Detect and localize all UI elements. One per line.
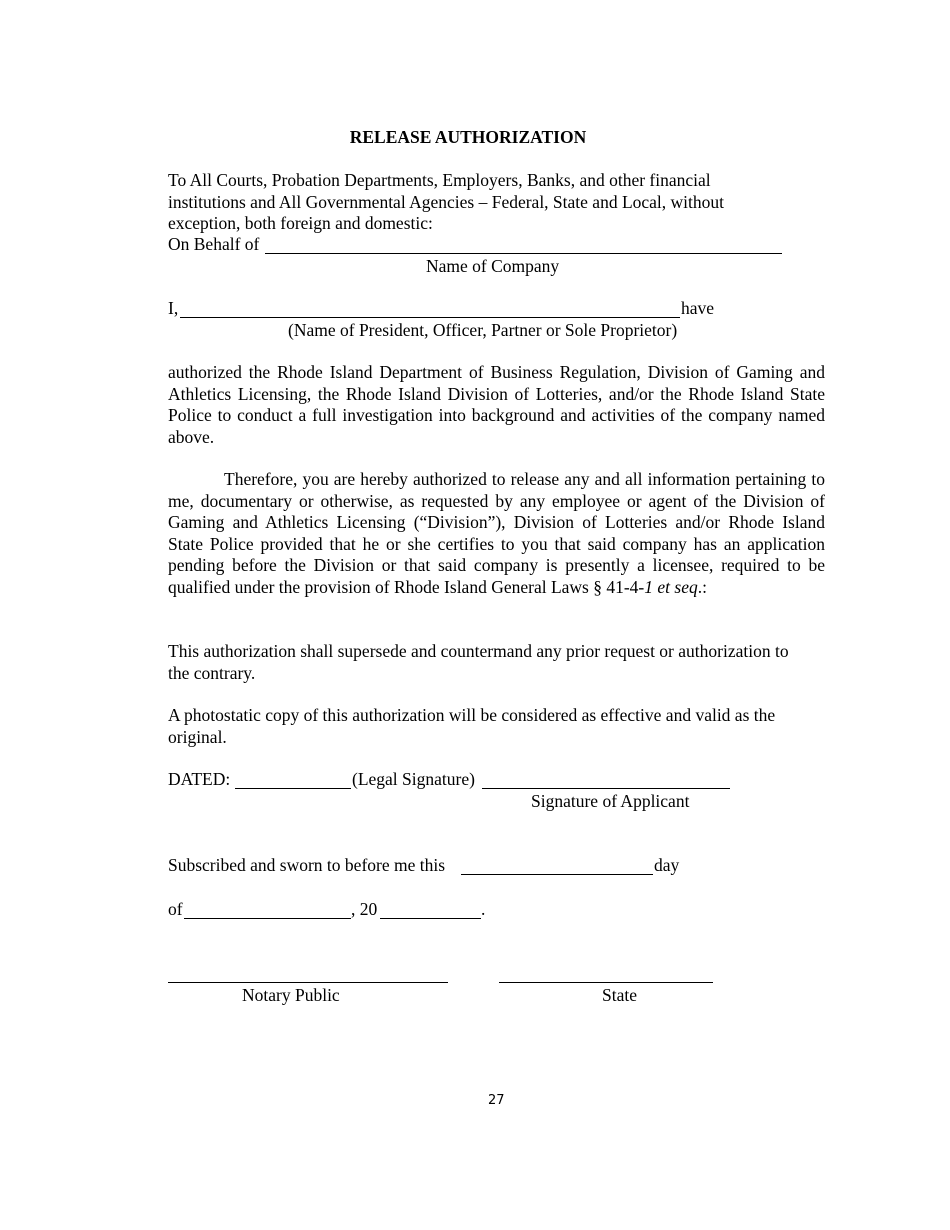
i-label: I, xyxy=(168,298,179,318)
day-label: day xyxy=(654,855,680,875)
officer-caption: (Name of President, Officer, Partner or Sole Proprietor) xyxy=(288,320,678,340)
month-line[interactable] xyxy=(184,918,351,919)
notary-line[interactable] xyxy=(168,982,448,983)
company-caption: Name of Company xyxy=(426,256,560,276)
authorized-paragraph: authorized the Rhode Island Department of Business Regulation, Division of Gaming and Athletics Licensing, the Rhode Island Division of Lotteries, and/or the Rhode Island State Police to conduct a full investigation into background and activities of the company named above. xyxy=(168,362,825,447)
addressee-paragraph: To All Courts, Probation Departments, Employers, Banks, and other financial institutions and All Governmental Agencies – Federal, State and Local, without exception, both foreign and domestic: xyxy=(168,170,725,233)
period-mark: . xyxy=(481,899,486,919)
dated-label: DATED: xyxy=(168,769,231,789)
notary-caption: Notary Public xyxy=(242,985,340,1005)
signature-line[interactable] xyxy=(482,788,730,789)
subscribed-label: Subscribed and sworn to before me this xyxy=(168,855,446,875)
therefore-end: .: xyxy=(697,576,707,597)
signature-caption: Signature of Applicant xyxy=(531,791,690,811)
company-name-line[interactable] xyxy=(265,253,782,254)
officer-name-line[interactable] xyxy=(180,317,680,318)
of-label: of xyxy=(168,899,183,919)
date-line[interactable] xyxy=(235,788,351,789)
photostatic-paragraph: A photostatic copy of this authorization will be considered as effective and valid as the original. xyxy=(168,705,776,747)
state-caption: State xyxy=(602,985,637,1005)
on-behalf-label: On Behalf of xyxy=(168,234,260,254)
therefore-text: Therefore, you are hereby authorized to release any and all information pertaining to me, documentary or otherwise, as requested by any employee or agent of the Division of Gaming and Athletics Licensing (“Division”), Division of Lotteries and/or Rhode Island State Police provided that he or she certifies to you that said company has an application pending before the Division or that said company is presently a licensee, required to be qualified under the provision of Rhode Island General Laws § 41-4- xyxy=(168,469,825,597)
year-label: , 20 xyxy=(351,899,378,919)
therefore-paragraph xyxy=(168,469,825,598)
state-line[interactable] xyxy=(499,982,713,983)
day-line[interactable] xyxy=(461,874,653,875)
legal-signature-label: (Legal Signature) xyxy=(352,769,475,789)
document-title: RELEASE AUTHORIZATION xyxy=(349,127,587,147)
year-line[interactable] xyxy=(380,918,481,919)
therefore-italic: 1 et seq xyxy=(644,576,698,597)
page-number: 27 xyxy=(488,1093,505,1108)
supersede-paragraph: This authorization shall supersede and countermand any prior request or authorization to the contrary. xyxy=(168,641,789,683)
have-label: have xyxy=(681,298,715,318)
